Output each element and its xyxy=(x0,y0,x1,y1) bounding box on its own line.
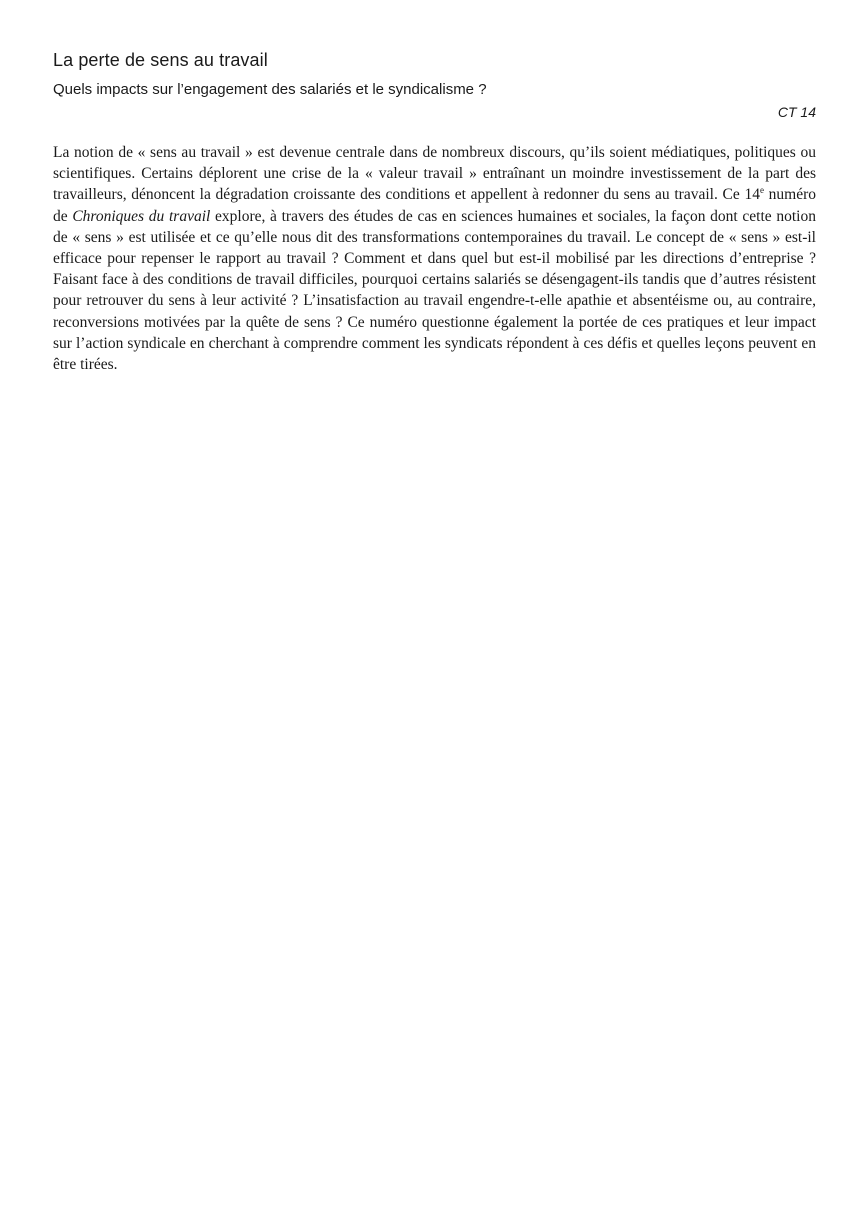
abstract-text-part-2: numéro de xyxy=(53,186,816,225)
abstract-text-part-3: explore, à travers des études de cas en sciences humaines et sociales, la façon dont cette notion de « sens » est utilisée et ce qu’elle nous dit des transformations contemporaines du travail. Le concept de « sens » est-il efficace pour repenser le rapport au travail ? Comment et dans quel but est-il mobilisé par les directions d’entreprise ? Faisant face à des conditions de travail difficiles, pourquoi certains salariés se désengagent-ils tandis que d’autres résistent pour retrouver du sens à leur activité ? L’insatisfaction au travail engendre-t-elle apathie et absentéisme ou, au contraire, reconversions motivées par la quête de sens ? Ce numéro questionne également la portée de ces pratiques et leur impact sur l’action syndicale en cherchant à comprendre comment les syndicats répondent à ces défis et quelles leçons peuvent en être tirées. xyxy=(53,207,816,374)
journal-title: Chroniques du travail xyxy=(72,207,211,225)
abstract-paragraph xyxy=(53,142,816,375)
document-title: La perte de sens au travail xyxy=(53,50,268,70)
document-subtitle: Quels impacts sur l’engagement des salariés et le syndicalisme ? xyxy=(53,81,487,98)
ordinal-suffix: e xyxy=(759,185,764,196)
document-code: CT 14 xyxy=(777,104,816,120)
abstract-text-part-1: La notion de « sens au travail » est devenue centrale dans de nombreux discours, qu’ils soient médiatiques, politiques ou scientifiques. Certains déplorent une crise de la « valeur travail » entraînant un moindre investissement de la part des travailleurs, dénoncent la dégradation croissante des conditions et appellent à redonner du sens au travail. Ce 14 xyxy=(53,144,816,204)
document-page xyxy=(53,48,816,375)
